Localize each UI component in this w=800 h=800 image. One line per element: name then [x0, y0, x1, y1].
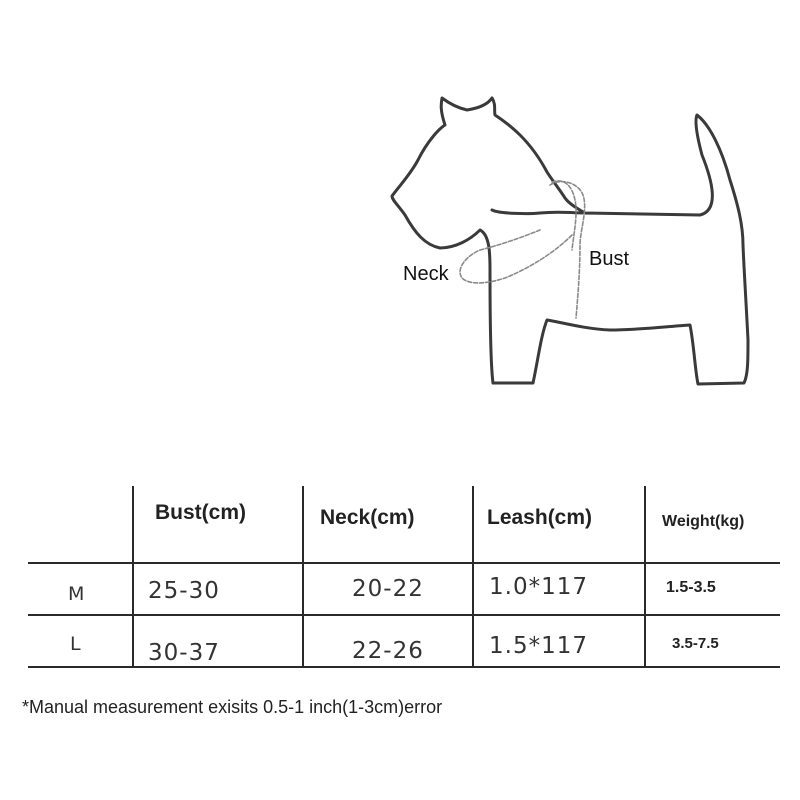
table-line-bottom: [28, 666, 780, 668]
neck-cell: 22-26: [352, 638, 424, 664]
table-line-col-1: [132, 486, 134, 668]
header-weight: Weight(kg): [662, 513, 745, 530]
table-line-row-divider: [28, 614, 780, 616]
leash-cell: 1.0*117: [489, 574, 588, 600]
weight-cell: 1.5-3.5: [666, 579, 716, 596]
dog-body-outline: [392, 98, 748, 384]
bust-cell: 30-37: [148, 640, 220, 666]
bust-cell: 25-30: [148, 578, 220, 604]
neck-label: Neck: [403, 263, 449, 285]
size-cell: L: [70, 633, 81, 655]
neck-strap-loop: [460, 230, 572, 283]
size-cell: M: [68, 583, 85, 605]
header-leash: Leash(cm): [487, 506, 593, 529]
weight-cell: 3.5-7.5: [672, 635, 719, 652]
table-line-col-4: [644, 486, 646, 668]
neck-cell: 20-22: [352, 576, 424, 602]
table-line-header-bottom: [28, 562, 780, 564]
table-line-col-3: [472, 486, 474, 668]
header-neck: Neck(cm): [320, 506, 415, 529]
leash-cell: 1.5*117: [489, 633, 588, 659]
measurement-note: *Manual measurement exisits 0.5-1 inch(1-3cm)error: [22, 697, 443, 717]
table-line-col-2: [302, 486, 304, 668]
bust-label: Bust: [589, 248, 630, 270]
header-bust: Bust(cm): [155, 501, 247, 524]
